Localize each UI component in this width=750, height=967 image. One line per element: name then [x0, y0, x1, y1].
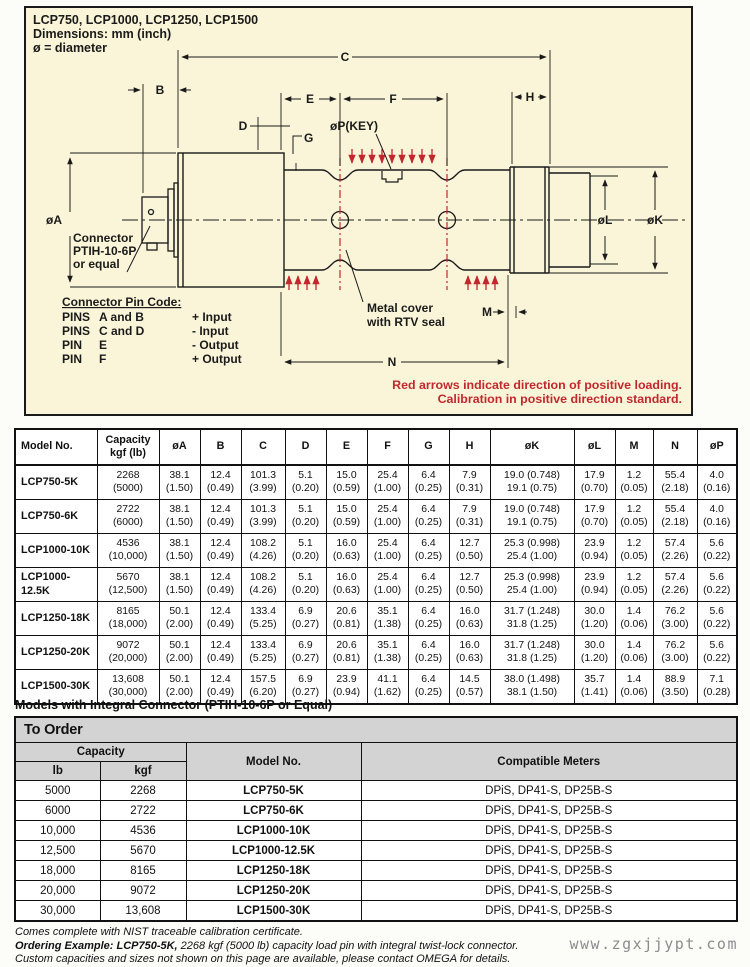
spec-cell: 25.3 (0.998) 25.4 (1.00) [490, 568, 574, 602]
order-header-row-1 [15, 743, 737, 762]
spec-cell: 6.4 (0.25) [408, 670, 449, 705]
dim-label-oK: øK [647, 213, 663, 227]
spec-cell: 17.9 (0.70) [574, 465, 615, 500]
capacity-lb-cell: 6000 [15, 801, 100, 821]
spec-header-col: M [615, 429, 653, 465]
model-no-cell: LCP750-6K [186, 801, 361, 821]
spec-cell: 19.0 (0.748) 19.1 (0.75) [490, 465, 574, 500]
spec-model-cell: LCP750-6K [15, 500, 97, 534]
spec-cell: 101.3 (3.99) [241, 465, 285, 500]
spec-cell: 50.1 (2.00) [159, 670, 200, 705]
spec-cell: 55.4 (2.18) [653, 500, 697, 534]
spec-cell: 25.4 (1.00) [367, 500, 408, 534]
dim-label-E: E [305, 92, 315, 106]
spec-cell: 12.4 (0.49) [200, 500, 241, 534]
spec-cell: 50.1 (2.00) [159, 636, 200, 670]
compatible-meters-cell: DPiS, DP41-S, DP25B-S [361, 821, 737, 841]
order-table-row [15, 901, 737, 922]
dim-label-C: C [340, 50, 350, 64]
spec-cell: 7.9 (0.31) [449, 500, 490, 534]
spec-cell: 108.2 (4.26) [241, 534, 285, 568]
diagram-title-diameter: ø = diameter [33, 41, 107, 55]
spec-cell: 30.0 (1.20) [574, 636, 615, 670]
compatible-meters-cell: DPiS, DP41-S, DP25B-S [361, 881, 737, 901]
capacity-lb-cell: 12,500 [15, 841, 100, 861]
spec-cell: 38.0 (1.498) 38.1 (1.50) [490, 670, 574, 705]
spec-cell: 25.4 (1.00) [367, 568, 408, 602]
dim-label-N: N [387, 355, 397, 369]
spec-header-col: F [367, 429, 408, 465]
model-no-cell: LCP1000-12.5K [186, 841, 361, 861]
spec-cell: 23.9 (0.94) [574, 534, 615, 568]
watermark-url: www.zgxjjypt.com [569, 935, 738, 953]
spec-cell: 12.4 (0.49) [200, 602, 241, 636]
spec-cell: 12.7 (0.50) [449, 534, 490, 568]
spec-header-col: øA [159, 429, 200, 465]
spec-cell: 6.4 (0.25) [408, 465, 449, 500]
spec-cell: 19.0 (0.748) 19.1 (0.75) [490, 500, 574, 534]
spec-cell: 7.1 (0.28) [697, 670, 737, 705]
model-no-cell: LCP1250-18K [186, 861, 361, 881]
spec-model-cell: LCP1250-20K [15, 636, 97, 670]
spec-cell: 14.5 (0.57) [449, 670, 490, 705]
dim-label-G: G [304, 131, 314, 145]
diagram-title-units: Dimensions: mm (inch) [33, 27, 172, 41]
spec-cell: 38.1 (1.50) [159, 534, 200, 568]
compatible-meters-cell: DPiS, DP41-S, DP25B-S [361, 781, 737, 801]
model-no-cell: LCP1250-20K [186, 881, 361, 901]
to-order-title: To Order [15, 717, 737, 743]
spec-cell: 41.1 (1.62) [367, 670, 408, 705]
spec-cell: 5.6 (0.22) [697, 636, 737, 670]
capacity-lb-cell: 20,000 [15, 881, 100, 901]
spec-cell: 5.6 (0.22) [697, 534, 737, 568]
order-table-row [15, 781, 737, 801]
spec-cell: 12.4 (0.49) [200, 670, 241, 705]
spec-cell: 6.4 (0.25) [408, 602, 449, 636]
spec-cell: 20.6 (0.81) [326, 636, 367, 670]
spec-cell: 20.6 (0.81) [326, 602, 367, 636]
spec-cell: 16.0 (0.63) [326, 568, 367, 602]
spec-cell: 31.7 (1.248) 31.8 (1.25) [490, 636, 574, 670]
spec-header-col: B [200, 429, 241, 465]
compatible-meters-cell: DPiS, DP41-S, DP25B-S [361, 801, 737, 821]
spec-cell: 15.0 (0.59) [326, 500, 367, 534]
diagram-title-models: LCP750, LCP1000, LCP1250, LCP1500 [33, 13, 259, 27]
spec-cell: 35.7 (1.41) [574, 670, 615, 705]
spec-header-col: øP [697, 429, 737, 465]
spec-cell: 57.4 (2.26) [653, 568, 697, 602]
spec-cell: 17.9 (0.70) [574, 500, 615, 534]
red-note-line1: Red arrows indicate direction of positive loading. [392, 378, 682, 392]
footer-note-ordering-example: Ordering Example: LCP750-5K, 2268 kgf (5000 lb) capacity load pin with integral twist-lock connector. [15, 939, 519, 952]
spec-cell: 35.1 (1.38) [367, 602, 408, 636]
dim-label-B: B [155, 83, 165, 97]
spec-cell: 133.4 (5.25) [241, 636, 285, 670]
spec-cell: 12.4 (0.49) [200, 534, 241, 568]
spec-cell: 38.1 (1.50) [159, 568, 200, 602]
spec-cell: 6.4 (0.25) [408, 636, 449, 670]
spec-cell: 2268 (5000) [97, 465, 159, 500]
spec-header-col: N [653, 429, 697, 465]
capacity-header: Capacity [15, 743, 186, 762]
spec-header-col: øK [490, 429, 574, 465]
capacity-kgf-cell: 5670 [100, 841, 186, 861]
spec-cell: 133.4 (5.25) [241, 602, 285, 636]
spec-cell: 9072 (20,000) [97, 636, 159, 670]
pin-code-title: Connector Pin Code: [62, 295, 182, 309]
dim-label-oL: øL [597, 213, 613, 227]
capacity-kgf-cell: 8165 [100, 861, 186, 881]
spec-cell: 6.9 (0.27) [285, 670, 326, 705]
order-table-row [15, 861, 737, 881]
kgf-header: kgf [100, 762, 186, 781]
compatible-meters-header: Compatible Meters [361, 743, 737, 781]
spec-cell: 6.4 (0.25) [408, 500, 449, 534]
spec-cell: 38.1 (1.50) [159, 500, 200, 534]
order-table-row [15, 881, 737, 901]
pin-code-row: PIN F + Output [62, 352, 242, 366]
spec-model-cell: LCP1000-10K [15, 534, 97, 568]
footer-note-custom: Custom capacities and sizes not shown on this page are available, please contact OMEGA for details. [15, 953, 511, 965]
spec-cell: 12.4 (0.49) [200, 636, 241, 670]
spec-cell: 31.7 (1.248) 31.8 (1.25) [490, 602, 574, 636]
spec-table-row [15, 465, 737, 500]
spec-header-col: G [408, 429, 449, 465]
spec-cell: 38.1 (1.50) [159, 465, 200, 500]
spec-cell: 7.9 (0.31) [449, 465, 490, 500]
spec-table-row [15, 636, 737, 670]
spec-cell: 55.4 (2.18) [653, 465, 697, 500]
capacity-lb-cell: 30,000 [15, 901, 100, 922]
capacity-kgf-cell: 2722 [100, 801, 186, 821]
spec-model-cell: LCP1250-18K [15, 602, 97, 636]
compatible-meters-cell: DPiS, DP41-S, DP25B-S [361, 841, 737, 861]
spec-cell: 15.0 (0.59) [326, 465, 367, 500]
spec-cell: 1.2 (0.05) [615, 568, 653, 602]
capacity-lb-cell: 18,000 [15, 861, 100, 881]
dim-label-M: M [482, 305, 492, 319]
spec-cell: 4.0 (0.16) [697, 465, 737, 500]
spec-header-col: øL [574, 429, 615, 465]
capacity-kgf-cell: 2268 [100, 781, 186, 801]
spec-cell: 5.1 (0.20) [285, 568, 326, 602]
spec-cell: 76.2 (3.00) [653, 636, 697, 670]
connector-callout-line2: PTIH-10-6P [73, 244, 137, 258]
dimensions-spec-table [14, 428, 738, 705]
load-pin-dimension-diagram [0, 0, 750, 424]
dim-label-P-key: øP(KEY) [330, 119, 378, 133]
pin-code-row: PIN E - Output [62, 338, 239, 352]
spec-cell: 5670 (12,500) [97, 568, 159, 602]
pin-code-row: PINS C and D - Input [62, 324, 229, 338]
spec-header-capacity: Capacity kgf (lb) [97, 429, 159, 465]
spec-cell: 88.9 (3.50) [653, 670, 697, 705]
spec-table-row [15, 602, 737, 636]
spec-cell: 76.2 (3.00) [653, 602, 697, 636]
order-table-row [15, 801, 737, 821]
footer-note-certificate: Comes complete with NIST traceable calibration certificate. [15, 926, 303, 938]
dim-label-oA: øA [46, 213, 62, 227]
spec-table-row [15, 568, 737, 602]
order-table-row [15, 841, 737, 861]
spec-cell: 25.3 (0.998) 25.4 (1.00) [490, 534, 574, 568]
spec-cell: 157.5 (6.20) [241, 670, 285, 705]
compatible-meters-cell: DPiS, DP41-S, DP25B-S [361, 901, 737, 922]
spec-cell: 108.2 (4.26) [241, 568, 285, 602]
lb-header: lb [15, 762, 100, 781]
spec-cell: 6.9 (0.27) [285, 636, 326, 670]
spec-cell: 2722 (6000) [97, 500, 159, 534]
spec-table-row [15, 500, 737, 534]
spec-cell: 13,608 (30,000) [97, 670, 159, 705]
spec-model-cell: LCP1500-30K [15, 670, 97, 705]
capacity-lb-cell: 10,000 [15, 821, 100, 841]
capacity-kgf-cell: 4536 [100, 821, 186, 841]
model-no-cell: LCP750-5K [186, 781, 361, 801]
capacity-kgf-cell: 13,608 [100, 901, 186, 922]
model-no-cell: LCP1500-30K [186, 901, 361, 922]
dim-label-H: H [525, 90, 535, 104]
pin-code-row: PINS A and B + Input [62, 310, 232, 324]
spec-cell: 23.9 (0.94) [326, 670, 367, 705]
spec-cell: 16.0 (0.63) [449, 636, 490, 670]
spec-header-row [15, 429, 737, 465]
to-order-table [14, 716, 738, 922]
spec-cell: 12.4 (0.49) [200, 465, 241, 500]
capacity-kgf-cell: 9072 [100, 881, 186, 901]
spec-header-col: E [326, 429, 367, 465]
connector-callout-line3: or equal [73, 257, 120, 271]
spec-cell: 5.6 (0.22) [697, 568, 737, 602]
spec-header-model: Model No. [15, 429, 97, 465]
spec-header-col: D [285, 429, 326, 465]
spec-header-col: H [449, 429, 490, 465]
dim-label-F: F [389, 92, 397, 106]
spec-cell: 5.1 (0.20) [285, 465, 326, 500]
spec-cell: 5.6 (0.22) [697, 602, 737, 636]
spec-cell: 30.0 (1.20) [574, 602, 615, 636]
spec-table-row [15, 534, 737, 568]
spec-cell: 1.4 (0.06) [615, 670, 653, 705]
spec-cell: 101.3 (3.99) [241, 500, 285, 534]
spec-cell: 25.4 (1.00) [367, 534, 408, 568]
metal-cover-line2: with RTV seal [367, 315, 446, 329]
compatible-meters-cell: DPiS, DP41-S, DP25B-S [361, 861, 737, 881]
model-no-cell: LCP1000-10K [186, 821, 361, 841]
spec-cell: 50.1 (2.00) [159, 602, 200, 636]
spec-cell: 1.2 (0.05) [615, 500, 653, 534]
red-note-line2: Calibration in positive direction standard. [437, 392, 682, 406]
spec-cell: 12.4 (0.49) [200, 568, 241, 602]
metal-cover-line1: Metal cover [367, 301, 434, 315]
spec-cell: 1.2 (0.05) [615, 534, 653, 568]
spec-cell: 6.9 (0.27) [285, 602, 326, 636]
spec-cell: 25.4 (1.00) [367, 465, 408, 500]
capacity-lb-cell: 5000 [15, 781, 100, 801]
order-table-row [15, 821, 737, 841]
spec-cell: 6.4 (0.25) [408, 568, 449, 602]
spec-cell: 5.1 (0.20) [285, 500, 326, 534]
order-title-row [15, 717, 737, 743]
connector-callout-line1: Connector [73, 231, 133, 245]
spec-cell: 35.1 (1.38) [367, 636, 408, 670]
diagram-panel [25, 7, 692, 415]
spec-cell: 4536 (10,000) [97, 534, 159, 568]
spec-cell: 12.7 (0.50) [449, 568, 490, 602]
spec-model-cell: LCP1000-12.5K [15, 568, 97, 602]
spec-cell: 5.1 (0.20) [285, 534, 326, 568]
spec-cell: 1.4 (0.06) [615, 602, 653, 636]
integral-connector-note: Models with Integral Connector (PTIH-10-6P or Equal) [15, 698, 333, 712]
spec-cell: 1.2 (0.05) [615, 465, 653, 500]
footer-notes [15, 926, 615, 967]
spec-cell: 4.0 (0.16) [697, 500, 737, 534]
model-no-header: Model No. [186, 743, 361, 781]
spec-cell: 57.4 (2.26) [653, 534, 697, 568]
spec-header-col: C [241, 429, 285, 465]
spec-cell: 8165 (18,000) [97, 602, 159, 636]
spec-cell: 16.0 (0.63) [326, 534, 367, 568]
spec-cell: 1.4 (0.06) [615, 636, 653, 670]
spec-cell: 6.4 (0.25) [408, 534, 449, 568]
spec-cell: 23.9 (0.94) [574, 568, 615, 602]
dim-label-D: D [238, 119, 248, 133]
spec-model-cell: LCP750-5K [15, 465, 97, 500]
spec-cell: 16.0 (0.63) [449, 602, 490, 636]
